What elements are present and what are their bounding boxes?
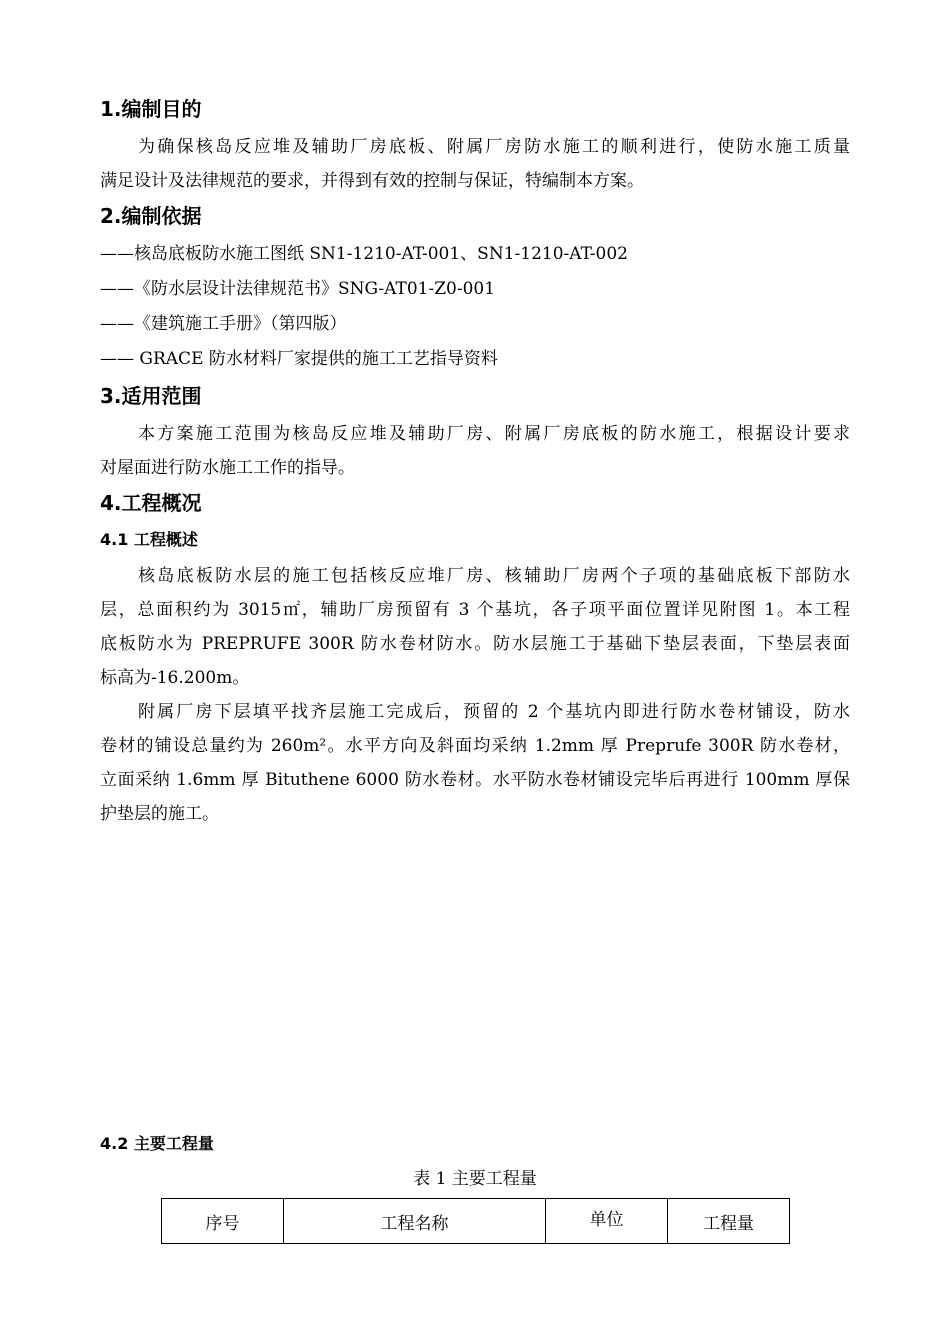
paragraph-line: 本方案施工范围为核岛反应堆及辅助厂房、附属厂房底板的防水施工，根据设计要求 [138,424,850,444]
subsection-heading-quantities: 4.2 主要工程量 [100,1134,214,1153]
reference-item: ——《防水层设计法律规范书》SNG-AT01-Z0-001 [100,279,496,299]
paragraph-line: 层，总面积约为 3015㎡，辅助厂房预留有 3 个基坑，各子项平面位置详见附图 1。本工程 [100,600,850,620]
section-heading-purpose: 1.编制目的 [100,97,202,121]
header-cell-quantity: 工程量 [668,1199,790,1244]
reference-item: ——《建筑施工手册》（第四版） [100,314,347,334]
paragraph-line: 附属厂房下层填平找齐层施工完成后，预留的 2 个基坑内即进行防水卷材铺设，防水 [138,702,850,722]
table-header-row [162,1199,790,1244]
paragraph-line: 满足设计及法律规范的要求，并得到有效的控制与保证，特编制本方案。 [100,171,644,191]
paragraph-line: 底板防水为 PREPRUFE 300R 防水卷材防水。防水层施工于基础下垫层表面，下垫层表面 [100,634,850,654]
paragraph-line: 标高为-16.200m。 [100,668,250,688]
section-heading-overview: 4.工程概况 [100,491,202,515]
paragraph-line: 为确保核岛反应堆及辅助厂房底板、附属厂房防水施工的顺利进行，使防水施工质量 [138,137,850,157]
paragraph-line: 卷材的铺设总量约为 260m²。水平方向及斜面均采纳 1.2mm 厚 Preprufe 300R 防水卷材， [100,736,850,756]
section-heading-basis: 2.编制依据 [100,204,202,228]
subsection-heading-summary: 4.1 工程概述 [100,530,198,549]
paragraph-line: 立面采纳 1.6mm 厚 Bituthene 6000 防水卷材。水平防水卷材铺设完毕后再进行 100mm 厚保 [100,770,850,790]
quantities-table [161,1198,790,1244]
header-cell-name: 工程名称 [284,1199,546,1244]
reference-item: ——核岛底板防水施工图纸 SN1-1210-AT-001、SN1-1210-AT-002 [100,244,628,264]
section-heading-scope: 3.适用范围 [100,384,202,408]
header-cell-index: 序号 [162,1199,284,1244]
header-cell-unit: 单位 [546,1199,668,1244]
table-caption: 表 1 主要工程量 [413,1169,537,1189]
paragraph-line: 护垫层的施工。 [100,804,219,824]
paragraph-line: 对屋面进行防水施工工作的指导。 [100,458,355,478]
reference-item: —— GRACE 防水材料厂家提供的施工工艺指导资料 [100,349,498,369]
paragraph-line: 核岛底板防水层的施工包括核反应堆厂房、核辅助厂房两个子项的基础底板下部防水 [138,566,850,586]
